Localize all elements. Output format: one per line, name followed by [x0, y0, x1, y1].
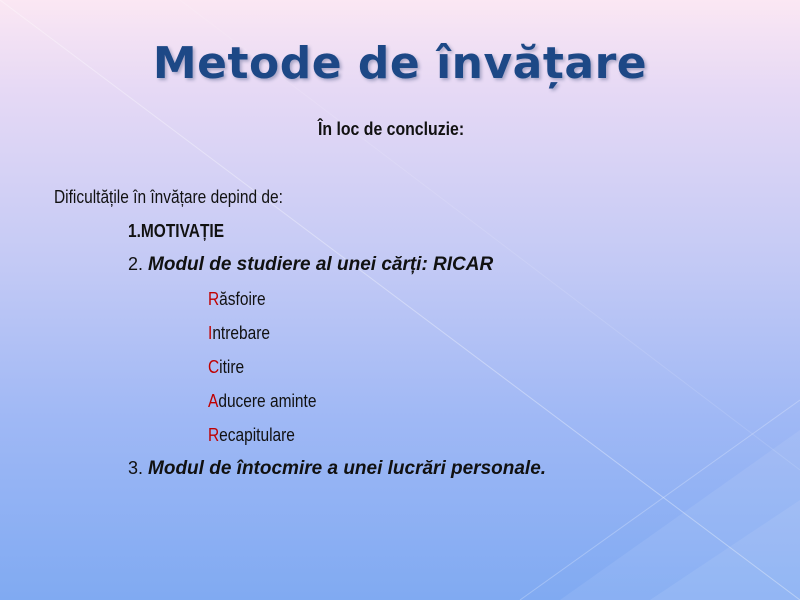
- step-initial: C: [208, 357, 220, 377]
- step-rest: ntrebare: [212, 323, 270, 343]
- list-item-motivation: 1.MOTIVAȚIE: [128, 221, 225, 241]
- step-rest: ecapitulare: [219, 425, 295, 445]
- step-initial: R: [208, 289, 220, 309]
- list-item-text: Modul de studiere al unei cărți: RICAR: [148, 254, 494, 275]
- list-item-number: 2.: [128, 254, 149, 274]
- list-item-personal-work: [128, 458, 546, 480]
- list-item-number: 3.: [128, 458, 149, 478]
- ricar-step-citire: [208, 357, 244, 378]
- step-initial: A: [208, 391, 219, 411]
- ricar-step-recapitulare: [208, 425, 295, 446]
- step-initial: I: [208, 323, 213, 343]
- ricar-step-aducere-aminte: [208, 391, 316, 412]
- step-rest: ăsfoire: [219, 289, 266, 309]
- ricar-step-rasfoire: [208, 289, 266, 310]
- list-item-text: Modul de întocmire a unei lucrări personale.: [148, 458, 547, 479]
- list-item-study-method: [128, 254, 493, 276]
- step-initial: R: [208, 425, 220, 445]
- intro-text: Dificultățile în învățare depind de:: [54, 187, 283, 207]
- slide-subtitle: În loc de concluzie:: [318, 119, 465, 139]
- slide-title: Metode de învățare: [152, 38, 648, 89]
- step-rest: ducere aminte: [218, 391, 317, 411]
- ricar-step-intrebare: [208, 323, 270, 344]
- step-rest: itire: [219, 357, 245, 377]
